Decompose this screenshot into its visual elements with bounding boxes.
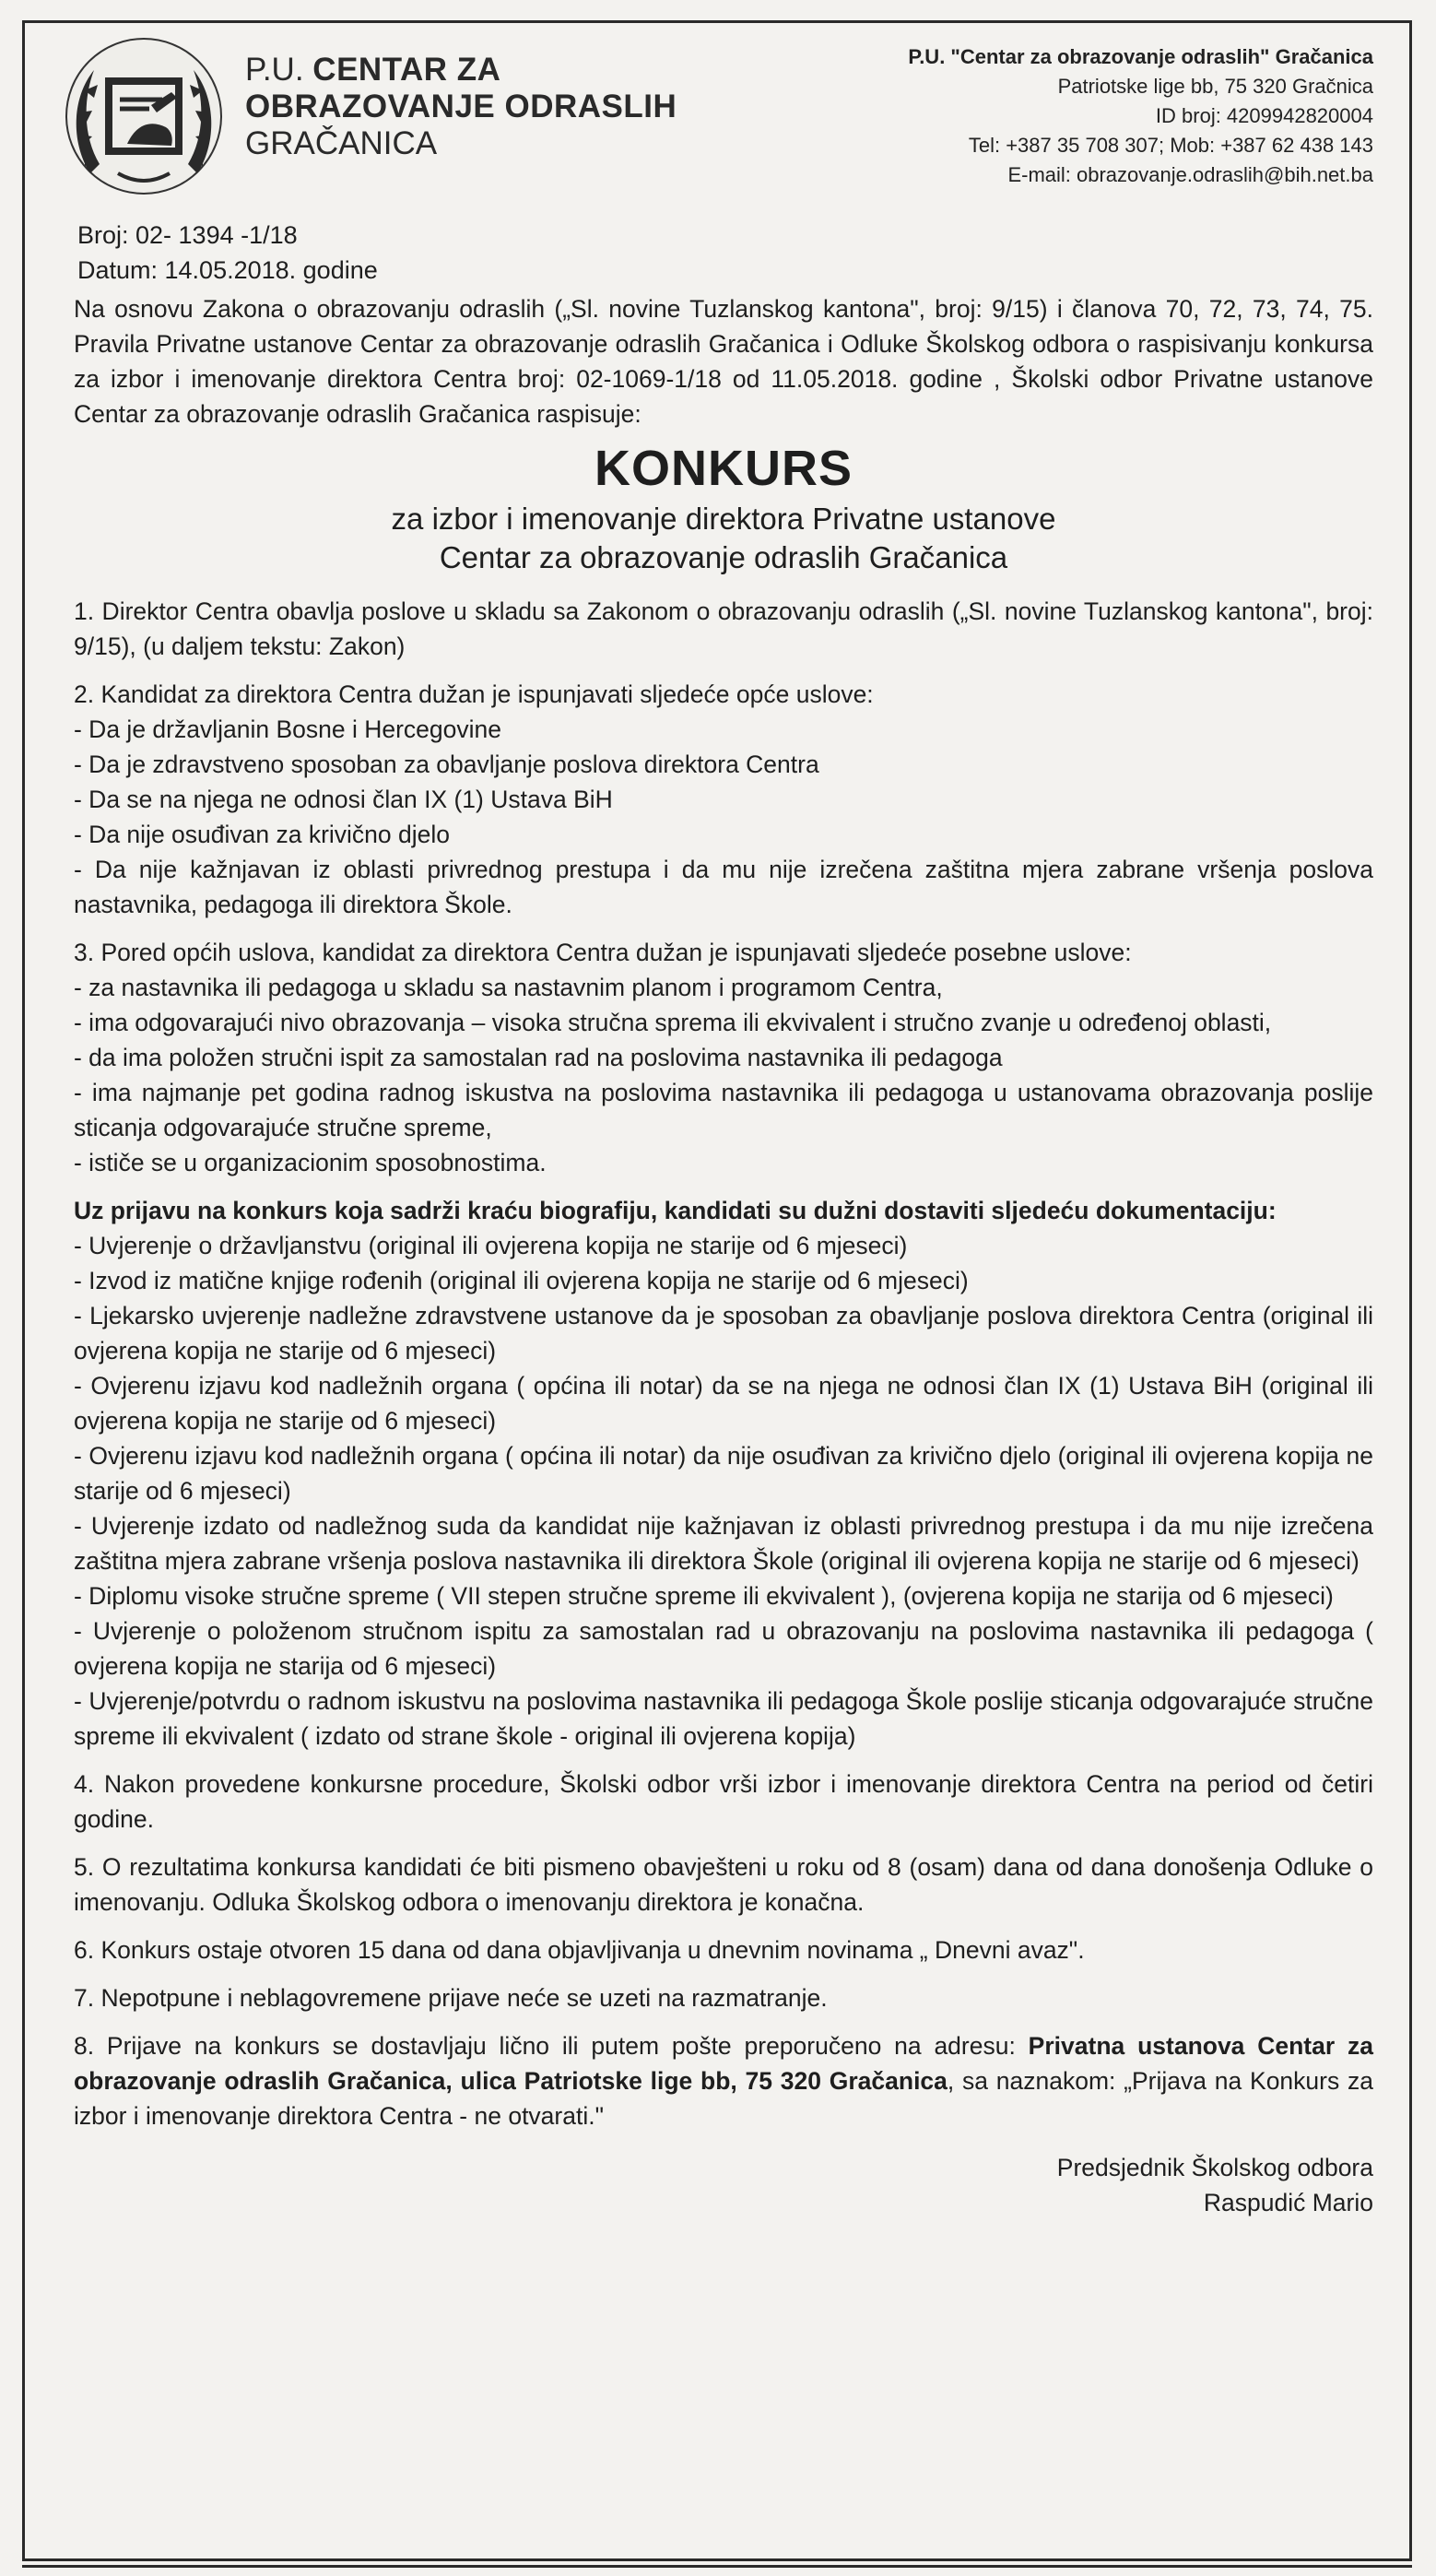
contact-org: P.U. "Centar za obrazovanje odraslih" Gračanica [908, 45, 1373, 68]
section-2 [74, 677, 1373, 922]
section-4: 4. Nakon provedene konkursne procedure, Školski odbor vrši izbor i imenovanje direktora Centra na period od četiri godine. [74, 1770, 1373, 1833]
section-5: 5. O rezultatima konkursa kandidati će biti pismeno obavješteni u roku od 8 (osam) dana od dana donošenja Odluke o imenovanju. Odluka Školskog odbora o imenovanju direktora je konačna. [74, 1853, 1373, 1916]
submission-address: Privatna ustanova Centar za obrazovanje odraslih Gračanica, ulica Patriotske lige bb, 75 320 Gračanica [74, 2032, 1374, 2095]
announcement-body [74, 291, 1373, 2220]
list-item: - Uvjerenje o položenom stručnom ispitu za samostalan rad u obrazovanju na poslovima nastavnika ili pedagoga ( ovjerena kopija ne starija od 6 mjeseci) [74, 1617, 1373, 1680]
organization-logo-icon [63, 35, 225, 197]
org-line1: CENTAR ZA [312, 52, 501, 88]
reference-number: Broj: 02- 1394 -1/18 [77, 221, 298, 249]
section-6: 6. Konkurs ostaje otvoren 15 dana od dana objavljivanja u dnevnim novinama „ Dnevni avaz". [74, 1936, 1085, 1964]
list-item: - ističe se u organizacionim sposobnostima. [74, 1149, 547, 1176]
section-3-heading: 3. Pored općih uslova, kandidat za direktora Centra dužan je ispunjavati sljedeće posebne uslove: [74, 939, 1132, 966]
list-item: - ima odgovarajući nivo obrazovanja – visoka stručna sprema ili ekvivalent i stručno zvanje u određenoj oblasti, [74, 1009, 1272, 1036]
reference-block [77, 218, 378, 288]
contact-address: Patriotske lige bb, 75 320 Gračnica [1057, 75, 1373, 98]
list-item: - Ljekarsko uvjerenje nadležne zdravstvene ustanove da je sposoban za obavljanje poslova direktora Centra (original ili ovjerena kopija ne starije od 6 mjeseci) [74, 1302, 1373, 1365]
list-item: - Diplomu visoke stručne spreme ( VII stepen stručne spreme ili ekvivalent ), (ovjerena kopija ne starija od 6 mjeseci) [74, 1582, 1334, 1610]
intro-paragraph: Na osnovu Zakona o obrazovanju odraslih („Sl. novine Tuzlanskog kantona", broj: 9/15) i članova 70, 72, 73, 74, 75. Pravila Privatne ustanove Centar za obrazovanje odraslih Gračanica i Odluke Školskog odbora o raspisivanju konkursa za izbor i imenovanje direktora Centra broj: 02-1069-1/18 od 11.05.2018. godine , Školski odbor Privatne ustanove Centar za obrazovanje odraslih Gračanica raspisuje: [74, 295, 1373, 428]
list-item: - Da je državljanin Bosne i Hercegovine [74, 715, 501, 743]
contact-block [908, 42, 1373, 190]
list-item: - ima najmanje pet godina radnog iskustva na poslovima nastavnika ili pedagoga u ustanovama obrazovanja poslije sticanja odgovarajuće stručne spreme, [74, 1079, 1373, 1141]
subtitle-line-2: Centar za obrazovanje odraslih Gračanica [439, 540, 1008, 574]
subtitle-line-1: za izbor i imenovanje direktora Privatne ustanove [391, 502, 1056, 536]
list-item: - Uvjerenje o državljanstvu (original ili ovjerena kopija ne starije od 6 mjeseci) [74, 1232, 908, 1259]
list-item: - Izvod iz matične knjige rođenih (original ili ovjerena kopija ne starije od 6 mjeseci) [74, 1267, 969, 1294]
bottom-rule [22, 2565, 1412, 2568]
org-line2: OBRAZOVANJE ODRASLIH [245, 89, 677, 124]
list-item: - Da se na njega ne odnosi član IX (1) Ustava BiH [74, 786, 613, 813]
org-prefix: P.U. [245, 52, 304, 88]
org-line3: GRAČANICA [245, 125, 438, 161]
signatory-name: Raspudić Mario [1203, 2189, 1373, 2216]
section-1: 1. Direktor Centra obavlja poslove u skladu sa Zakonom o obrazovanju odraslih („Sl. novine Tuzlanskog kantona", broj: 9/15), (u daljem tekstu: Zakon) [74, 597, 1373, 660]
list-item: - Uvjerenje izdato od nadležnog suda da kandidat nije kažnjavan iz oblasti privrednog prestupa i da mu nije izrečena zaštitna mjera zabrane vršenja poslova nastavnika ili direktora Škole (original ili ovjerena kopija ne starije od 6 mjeseci) [74, 1512, 1373, 1575]
signature-block [74, 2150, 1373, 2220]
section-3 [74, 935, 1373, 1180]
reference-date: Datum: 14.05.2018. godine [77, 256, 378, 284]
list-item: - Da nije kažnjavan iz oblasti privrednog prestupa i da mu nije izrečena zaštitna mjera zabrane vršenja poslova nastavnika, pedagoga ili direktora Škole. [74, 856, 1373, 918]
list-item: - Ovjerenu izjavu kod nadležnih organa ( općina ili notar) da se na njega ne odnosi član IX (1) Ustava BiH (original ili ovjerena kopija ne starije od 6 mjeseci) [74, 1372, 1373, 1435]
organization-name [245, 52, 677, 162]
contact-email: E-mail: obrazovanje.odraslih@bih.net.ba [1007, 163, 1373, 186]
list-item: - Ovjerenu izjavu kod nadležnih organa ( općina ili notar) da nije osuđivan za krivično djelo (original ili ovjerena kopija ne starije od 6 mjeseci) [74, 1442, 1373, 1505]
list-item: - za nastavnika ili pedagoga u skladu sa nastavnim planom i programom Centra, [74, 974, 943, 1001]
section-2-heading: 2. Kandidat za direktora Centra dužan je ispunjavati sljedeće opće uslove: [74, 680, 874, 708]
list-item: - Uvjerenje/potvrdu o radnom iskustvu na poslovima nastavnika ili pedagoga Škole poslije sticanja odgovarajuće stručne spreme ili ekvivalent ( izdato od strane škole - original ili ovjerena kopija) [74, 1687, 1373, 1750]
list-item: - Da nije osuđivan za krivično djelo [74, 821, 451, 848]
contact-id: ID broj: 4209942820004 [1155, 104, 1373, 127]
contact-phone: Tel: +387 35 708 307; Mob: +387 62 438 143 [968, 134, 1373, 157]
section-8-text: 8. Prijave na konkurs se dostavljaju lično ili putem pošte preporučeno na adresu: [74, 2032, 1029, 2060]
section-8 [74, 2028, 1373, 2133]
signatory-role: Predsjednik Školskog odbora [1056, 2154, 1373, 2181]
documents-heading: Uz prijavu na konkurs koja sadrži kraću biografiju, kandidati su dužni dostaviti sljedeću dokumentaciju: [74, 1197, 1277, 1224]
list-item: - da ima položen stručni ispit za samostalan rad na poslovima nastavnika ili pedagoga [74, 1044, 1003, 1071]
list-item: - Da je zdravstveno sposoban za obavljanje poslova direktora Centra [74, 750, 819, 778]
page-title: KONKURS [594, 441, 853, 496]
section-8-note: , sa naznakom: „Prijava na Konkurs za izbor i imenovanje direktora Centra - ne otvarati." [74, 2067, 1373, 2130]
documents-section [74, 1193, 1373, 1754]
section-7: 7. Nepotpune i neblagovremene prijave neće se uzeti na razmatranje. [74, 1984, 828, 2012]
